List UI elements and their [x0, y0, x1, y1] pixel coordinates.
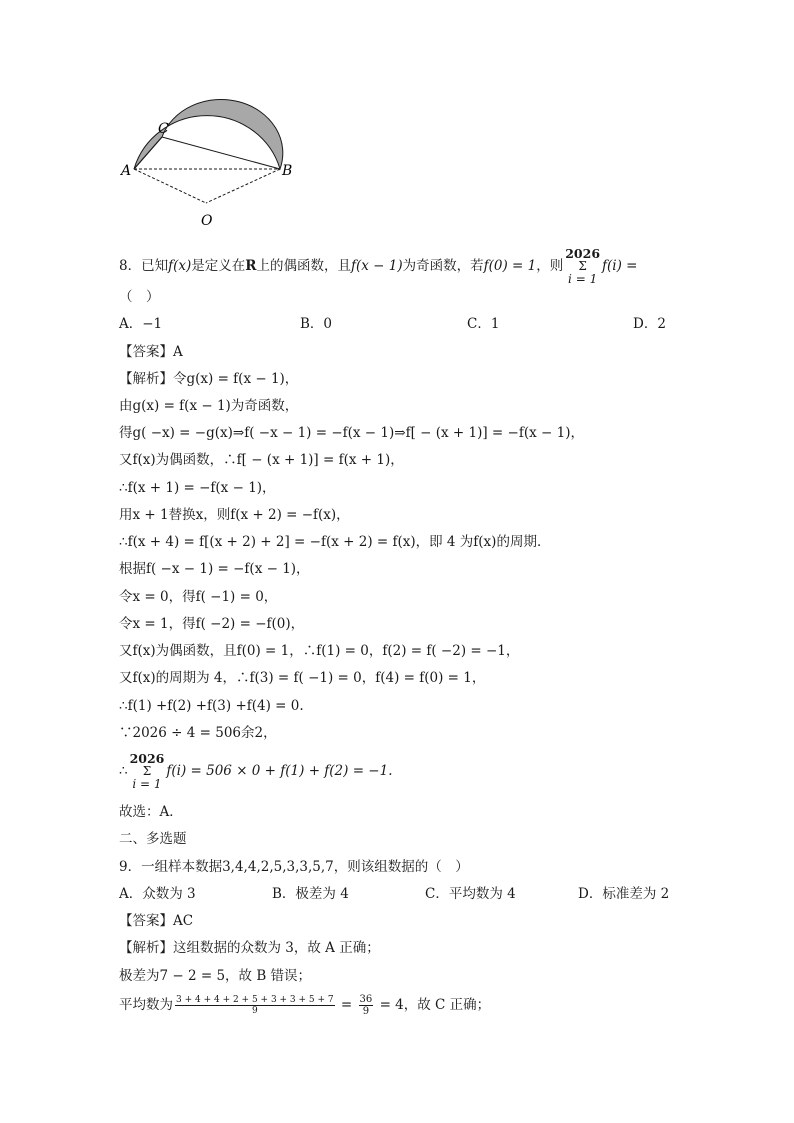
q9-answer: 【答案】AC	[119, 913, 194, 929]
q8-solution-line-6: 用x + 1替换x，则f(x + 2) = −f(x)，	[119, 507, 350, 523]
label-b: B	[282, 163, 293, 179]
q8-stem: 8．已知f(x)是定义在R上的偶函数，且f(x − 1)为奇函数，若f(0) = 1，则 2026 Σ i = 1 f(i) =	[119, 246, 638, 286]
q9-option-a: A．众数为 3	[119, 886, 196, 902]
q9-option-c: C．平均数为 4	[425, 886, 516, 902]
label-o: O	[201, 213, 213, 229]
q8-option-c: C．1	[467, 316, 500, 332]
q8-solution-line-11: 又f(x)为偶函数，且f(0) = 1，∴f(1) = 0，f(2) = f( −2) = −1，	[119, 643, 520, 659]
q8-option-b: B．0	[300, 316, 333, 332]
q8-solution-line-12: 又f(x)的周期为 4，∴f(3) = f( −1) = 0，f(4) = f(0) = 1，	[119, 670, 486, 686]
q8-solution-line-1: 【解析】令g(x) = f(x − 1)，	[119, 371, 299, 387]
q8-solution-line-5: ∴f(x + 1) = −f(x − 1)，	[119, 480, 276, 496]
mean-fraction: $\frac{3 + 4 + 4 + 2 + 5 + 3 + 3 + 5 + 7}{9}$	[176, 995, 334, 1016]
geometry-figure	[112, 95, 312, 235]
q8-solution-line-8: 根据f( −x − 1) = −f(x − 1)，	[119, 561, 310, 577]
q8-final-line: ∴ 2026 Σ i = 1 f(i) = 506 × 0 + f(1) + f(2) = −1.	[119, 751, 393, 791]
segment-ao	[134, 169, 206, 203]
chord-cb	[162, 137, 280, 169]
q8-option-d: D．2	[633, 316, 666, 332]
final-sum-symbol: 2026 Σ i = 1	[129, 751, 165, 791]
q8-solution-line-3: 得g( −x) = −g(x)⇒f( −x − 1) = −f(x − 1)⇒f[ − (x + 1)] = −f(x − 1)，	[119, 425, 584, 441]
q9-stem: 9．一组样本数据3,4,4,2,5,3,3,5,7，则该组数据的（ ）	[119, 859, 469, 875]
q8-option-a: A．−1	[119, 316, 163, 332]
q8-solution-line-10: 令x = 1，得f( −2) = −f(0)，	[119, 616, 305, 632]
q9-solution-line-1: 【解析】这组数据的众数为 3，故 A 正确；	[119, 940, 380, 956]
shaded-crescent	[134, 99, 283, 169]
q8-solution-line-7: ∴f(x + 4) = f[(x + 2) + 2] = −f(x + 2) = f(x)，即 4 为f(x)的周期．	[119, 534, 551, 550]
segment-bo	[206, 169, 280, 203]
label-c: C	[158, 121, 169, 137]
q9-option-d: D．标准差为 2	[578, 886, 670, 902]
label-a: A	[121, 163, 132, 179]
section-heading: 二、多选题	[119, 831, 187, 847]
q9-solution-line-3: 平均数为 $\frac{3 + 4 + 4 + 2 + 5 + 3 + 3 + 5 + 7}{9}$ = $\frac{36}{9}$ = 4，故 C 正确；	[119, 994, 491, 1017]
q9-solution-line-2: 极差为7 − 2 = 5，故 B 错误；	[119, 968, 312, 984]
q8-solution-line-9: 令x = 0，得f( −1) = 0，	[119, 589, 278, 605]
q9-option-b: B．极差为 4	[272, 886, 349, 902]
q8-paren: （ ）	[119, 289, 160, 305]
q8-solution-line-14: ∵2026 ÷ 4 = 506余2，	[119, 725, 277, 741]
q8-answer: 【答案】A	[119, 344, 183, 360]
chord-ac	[134, 137, 162, 169]
q8-choose: 故选：A．	[119, 804, 183, 820]
q8-solution-line-4: 又f(x)为偶函数，∴f[ − (x + 1)] = f(x + 1)，	[119, 452, 404, 468]
q8-solution-line-13: ∴f(1) +f(2) +f(3) +f(4) = 0.	[119, 698, 304, 714]
q8-solution-line-2: 由g(x) = f(x − 1)为奇函数，	[119, 398, 299, 414]
result-fraction: $\frac{36}{9}$	[359, 994, 373, 1017]
sum-symbol: 2026 Σ i = 1	[565, 246, 601, 286]
